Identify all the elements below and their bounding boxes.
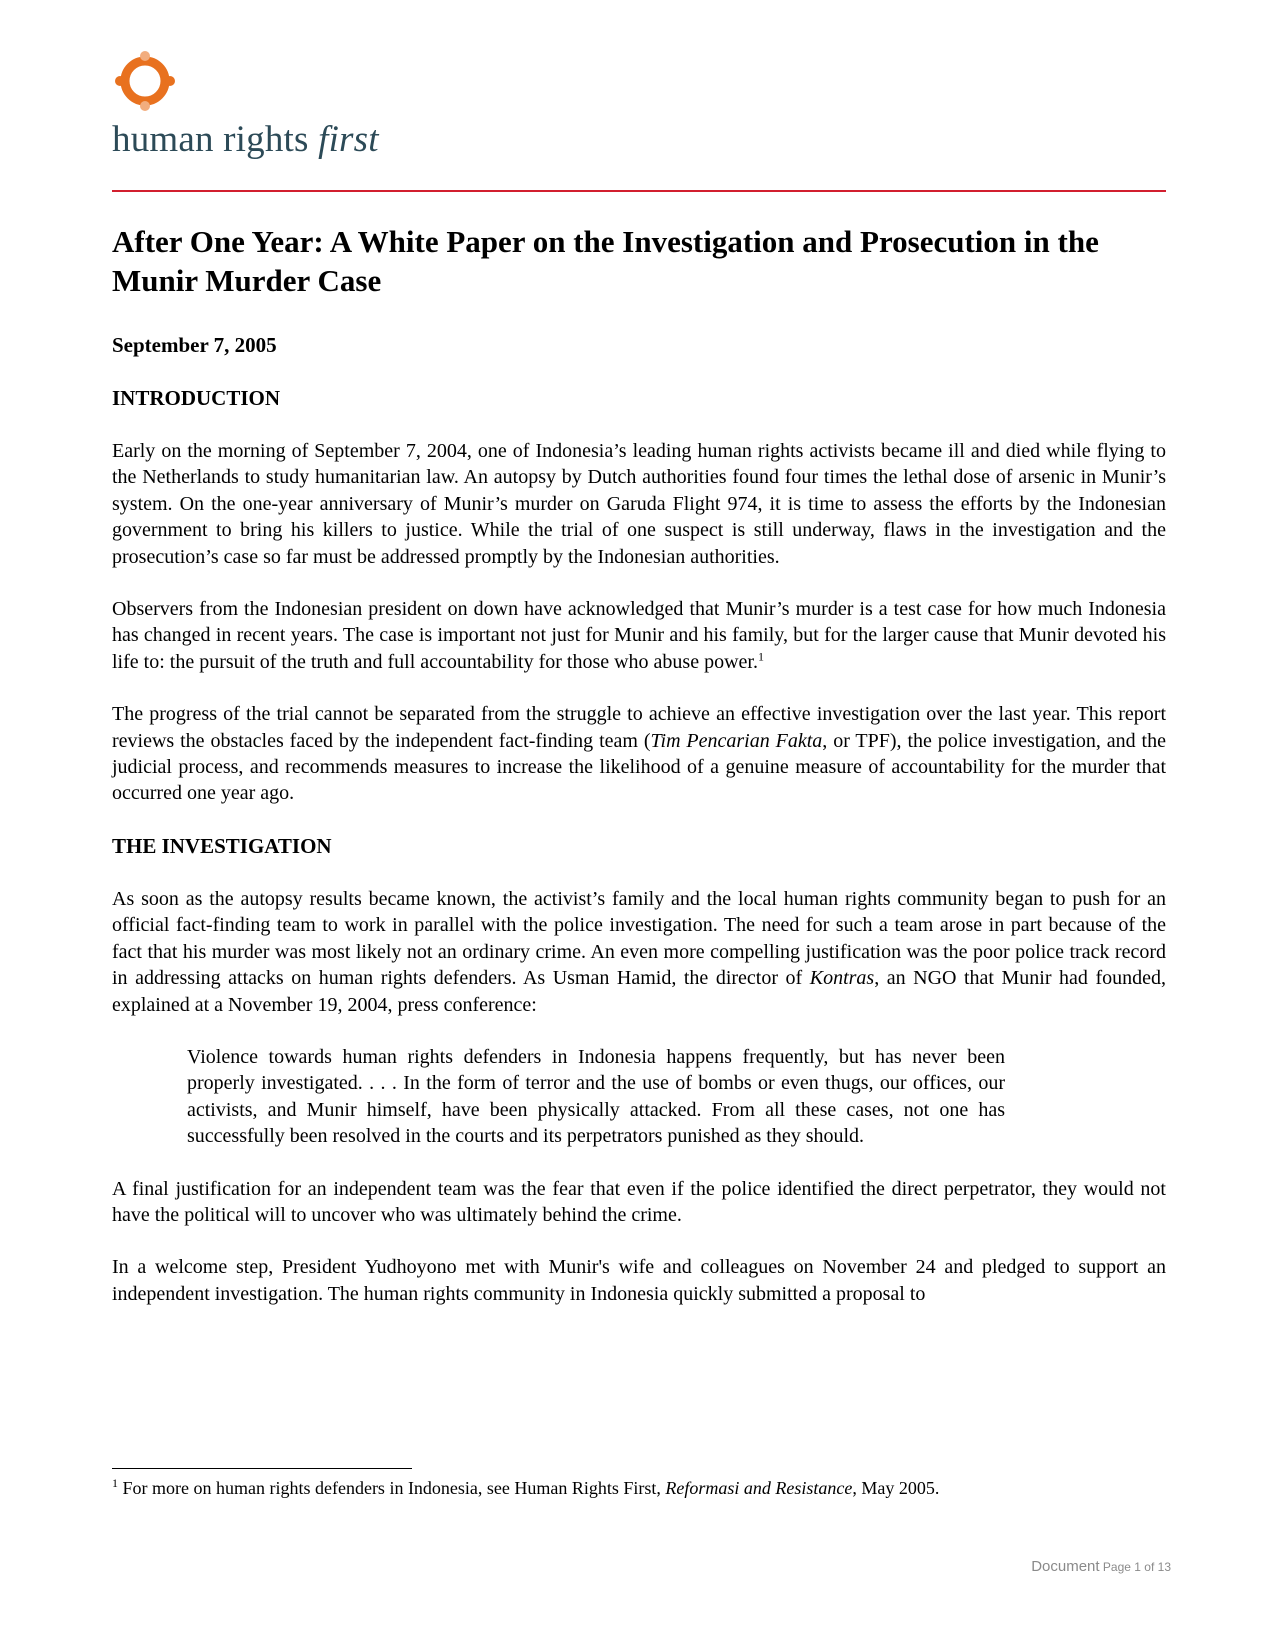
document-date: September 7, 2005 [112,333,277,357]
intro-paragraph-1: Early on the morning of September 7, 2004, one of Indonesia’s leading human rights activists became ill and died while flying to the Netherlands to study humanitarian law. An autopsy by Dutch authorities found four times the lethal dose of arsenic in Munir’s system. On the one-year anniversary of Munir’s murder on Garuda Flight 974, it is time to assess the efforts by the Indonesian government to bring his killers to justice. While the trial of one suspect is still underway, flaws in the investigation and the prosecution’s case so far must be addressed promptly by the Indonesian authorities. [112,440,1166,568]
header-rule [112,190,1166,192]
investigation-paragraph-1-b: , an NGO that Munir had founded, explained at a November 19, 2004, press conference: [112,967,1166,1016]
document-body [112,222,1166,1333]
pager-total: 13 [1157,1560,1171,1574]
investigation-paragraph-1-a: As soon as the autopsy results became known, the activist’s family and the local human rights community began to push for an official fact-finding team to work in parallel with the police investigation. The need for such a team arose in part because of the fact that his murder was most likely not an ordinary crime. An even more compelling justification was the poor police track record in addressing attacks on human rights defenders. As Usman Hamid, the director of [112,887,1166,990]
intro-heading: INTRODUCTION [112,386,281,410]
intro-paragraph-2 [112,596,1166,675]
investigation-paragraph-1 [112,886,1166,1018]
footnote-text-em: Reformasi and Resistance [665,1478,853,1498]
document-title: After One Year: A White Paper on the Investigation and Prosecution in the Munir Murder Case [112,224,1099,298]
intro-paragraph-3 [112,701,1166,807]
investigation-paragraph-2: A final justification for an independent team was the fear that even if the police identified the direct perpetrator, they would not have the political will to uncover who was ultimately behind the crime. [112,1177,1166,1226]
brand-regular: human rights [112,119,319,160]
logo-emblem-icon [112,48,178,114]
brand-wordmark [112,118,379,161]
block-quote: Violence towards human rights defenders in Indonesia happens frequently, but has never been properly investigated. . . . In the form of terror and the use of bombs or even thugs, our offices, our activists, and Munir himself, have been physically attacked. From all these cases, not one has successfully been resolved in the courts and its perpetrators punished as they should. [187,1045,1005,1148]
pager-current: 1 [1134,1560,1141,1574]
footnote-ref[interactable]: 1 [757,649,764,664]
investigation-paragraph-3: In a welcome step, President Yudhoyono met with Munir's wife and colleagues on November 24 and pledged to support an independent investigation. The human rights community in Indonesia quickly submitted a proposal to [112,1256,1166,1305]
pager-page-word: Page [1099,1560,1135,1574]
brand-italic: first [318,119,379,160]
intro-paragraph-3-a: The progress of the trial cannot be separated from the struggle to achieve an effective investigation over the last year. This report reviews the obstacles faced by the independent fact-finding team ( [112,703,1166,752]
intro-paragraph-3-em: Tim Pencarian Fakta [650,729,823,752]
page-indicator [1031,1558,1171,1576]
pager-doc-label: Document [1031,1558,1100,1575]
intro-paragraph-3-b: , or TPF), the police investigation, and the judicial process, and recommends measures to increase the likelihood of a genuine measure of accountability for the murder that occurred one year ago. [112,729,1166,805]
footnote-rule [112,1468,412,1469]
intro-paragraph-2-text: Observers from the Indonesian president on down have acknowledged that Munir’s murder is a test case for how much Indonesia has changed in recent years. The case is important not just for Munir and his family, but for the larger cause that Munir devoted his life to: the pursuit of the truth and full accountability for those who abuse power. [112,598,1166,673]
footnote-number: 1 [112,1476,118,1490]
investigation-paragraph-1-em: Kontras [809,967,875,990]
footnote-text-a: For more on human rights defenders in Indonesia, see Human Rights First, [118,1478,666,1498]
investigation-heading: THE INVESTIGATION [112,833,332,858]
pager-of-word: of [1140,1560,1158,1574]
footnote [112,1476,1166,1500]
footnote-text-b: , May 2005. [852,1478,940,1498]
